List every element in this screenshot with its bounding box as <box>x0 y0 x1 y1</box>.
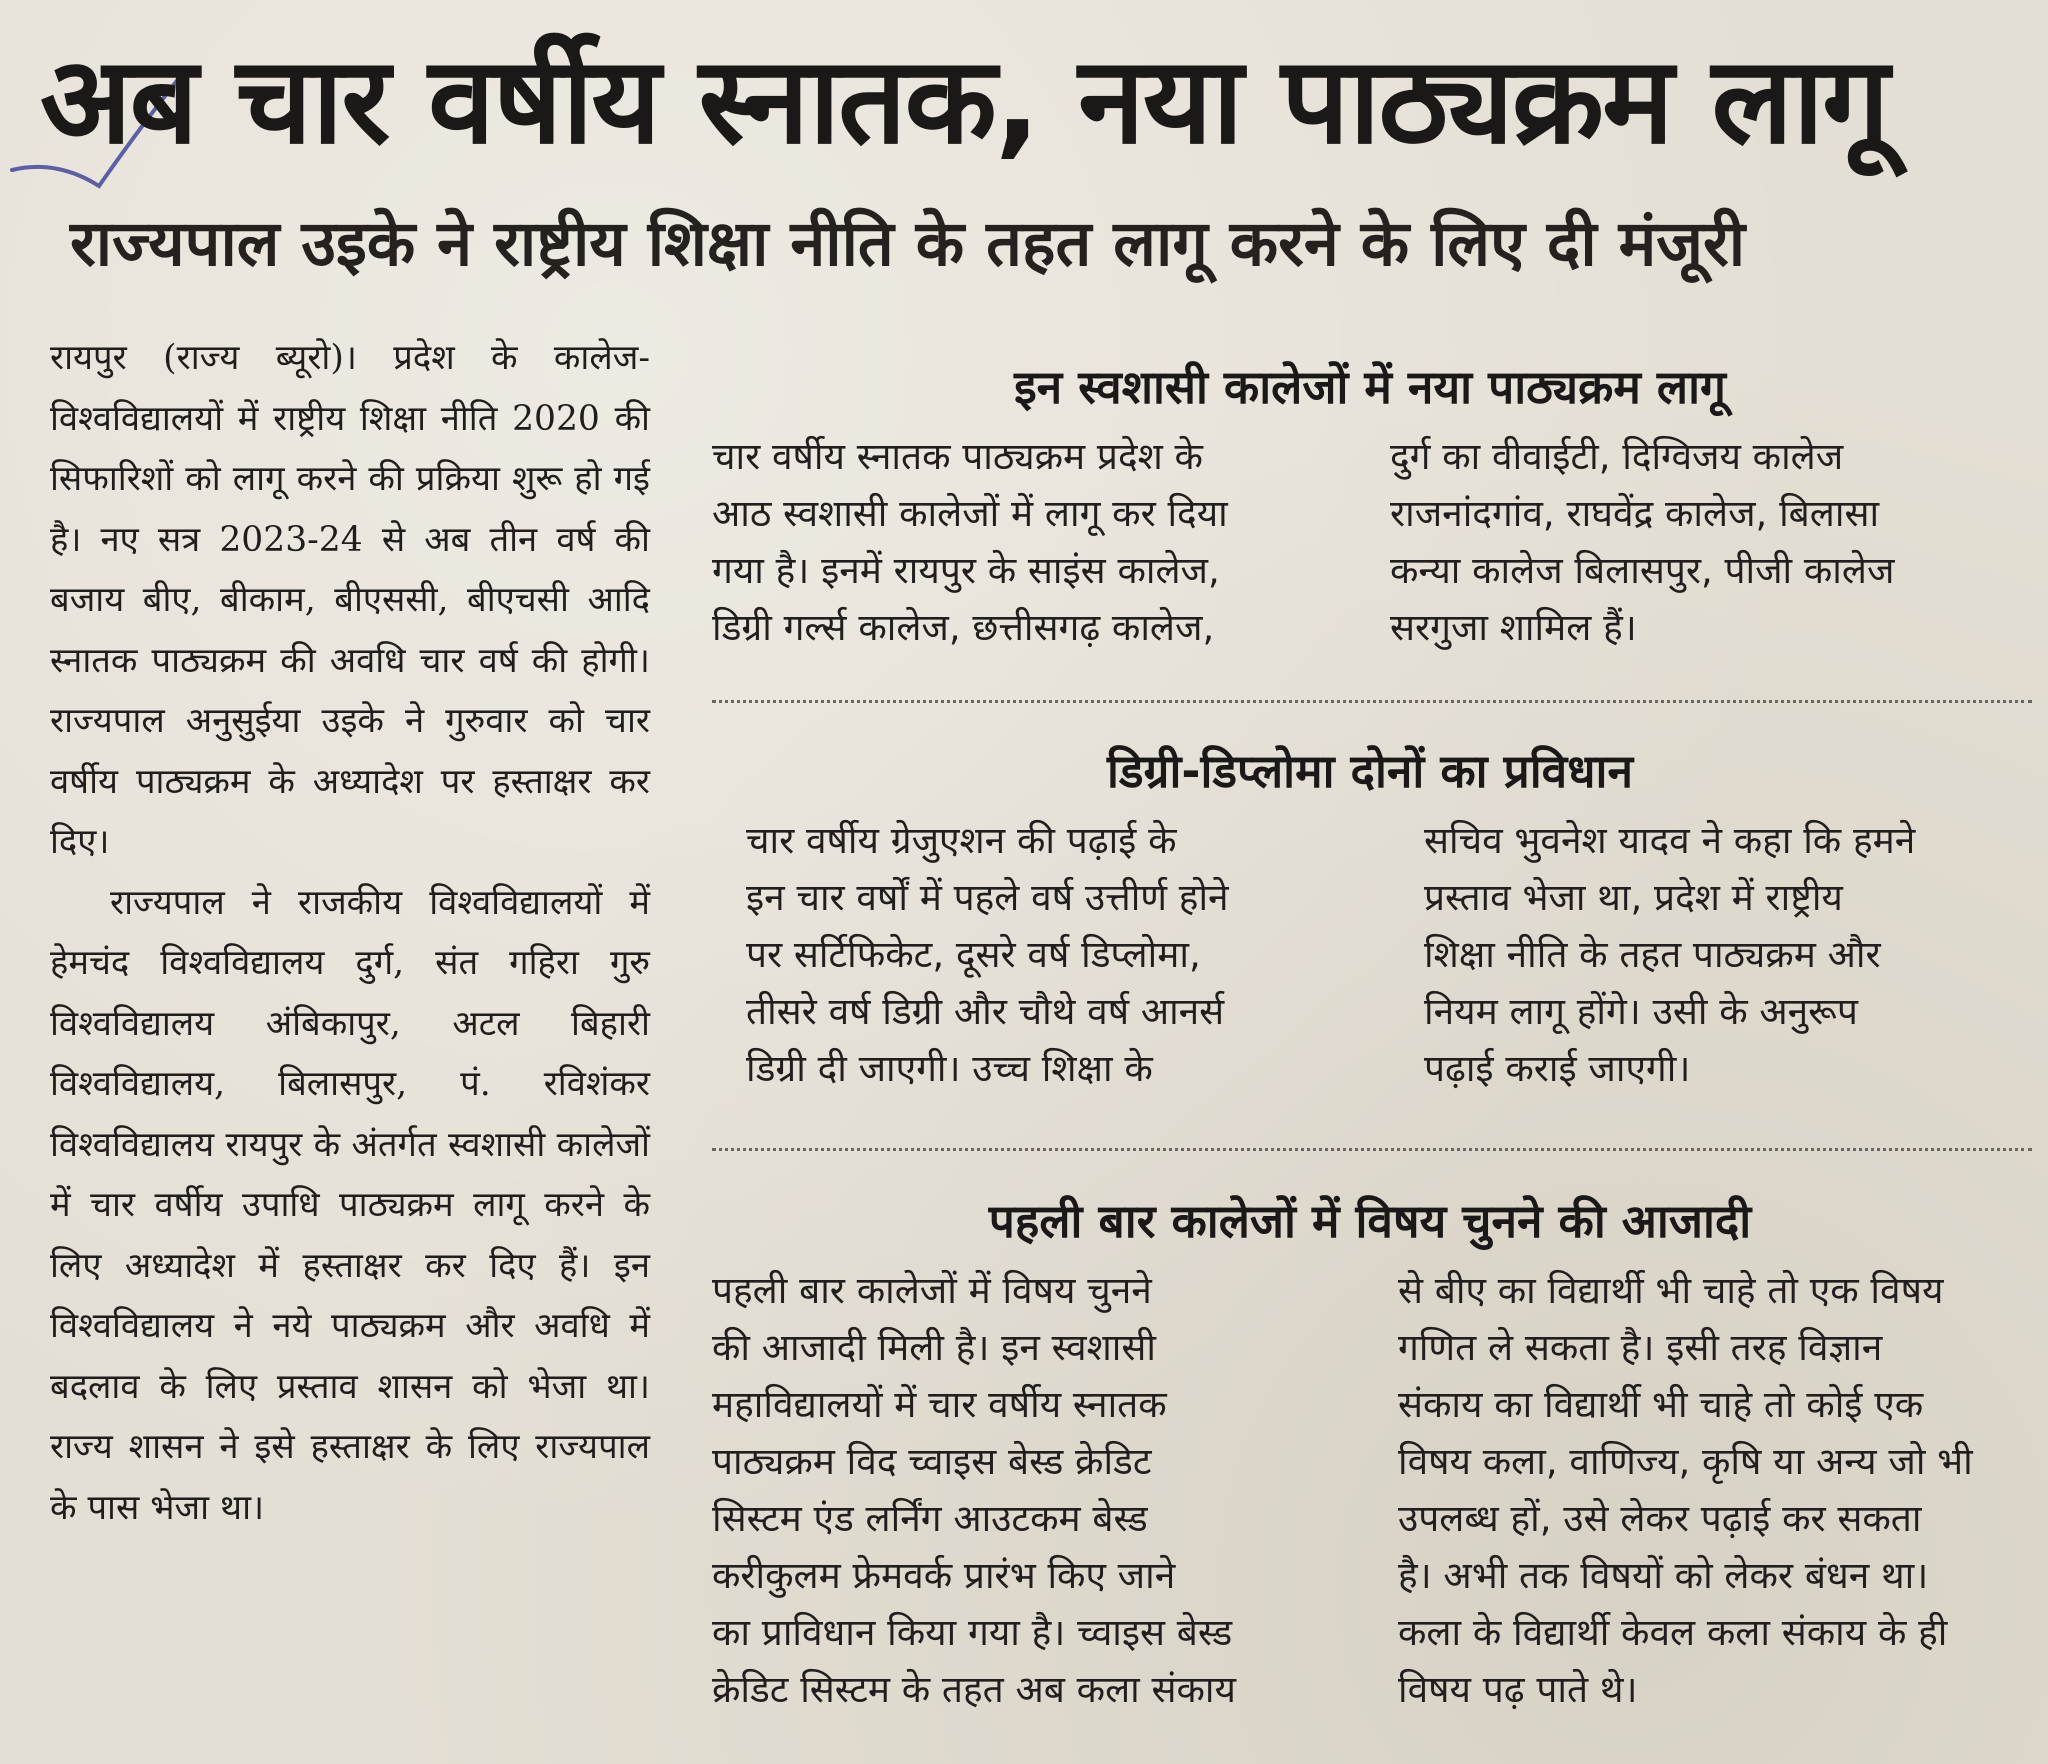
text-line: दुर्ग का वीवाईटी, दिग्विजय कालेज <box>1390 435 1844 478</box>
text-line: तीसरे वर्ष डिग्री और चौथे वर्ष आनर्स <box>746 990 1225 1033</box>
section-2-column-1 <box>746 812 1229 1097</box>
text-line: उपलब्ध हों, उसे लेकर पढ़ाई कर सकता <box>1398 1497 1922 1540</box>
text-line: पहली बार कालेजों में विषय चुनने <box>712 1269 1152 1312</box>
text-line: से बीए का विद्यार्थी भी चाहे तो एक विषय <box>1398 1269 1944 1312</box>
section-divider <box>712 1148 2032 1151</box>
text-line: महाविद्यालयों में चार वर्षीय स्नातक <box>712 1383 1167 1426</box>
left-paragraph-1: रायपुर (राज्य ब्यूरो)। प्रदेश के कालेज-विश्वविद्यालयों में राष्ट्रीय शिक्षा नीति 2020 की सिफारिशों को लागू करने की प्रक्रिया शुरू हो गई है। नए सत्र 2023-24 से अब तीन वर्ष की बजाय बीए, बीकाम, बीएससी, बीएचसी आदि स्नातक पाठ्यक्रम की अवधि चार वर्ष की होगी। राज्यपाल अनुसुईया उइके ने गुरुवार को चार वर्षीय पाठ्यक्रम के अध्यादेश पर हस्ताक्षर कर दिए। <box>50 338 650 862</box>
text-line: सिस्टम एंड लर्निंग आउटकम बेस्ड <box>712 1497 1148 1540</box>
text-line: विषय कला, वाणिज्य, कृषि या अन्य जो भी <box>1398 1440 1973 1483</box>
text-line: गया है। इनमें रायपुर के साइंस कालेज, <box>712 549 1220 592</box>
text-line: पर सर्टिफिकेट, दूसरे वर्ष डिप्लोमा, <box>746 933 1201 976</box>
text-line: आठ स्वशासी कालेजों में लागू कर दिया <box>712 492 1228 535</box>
text-line: संकाय का विद्यार्थी भी चाहे तो कोई एक <box>1398 1383 1924 1426</box>
text-line: सरगुजा शामिल हैं। <box>1390 606 1637 649</box>
text-line: का प्राविधान किया गया है। च्वाइस बेस्ड <box>712 1611 1233 1654</box>
text-line: करीकुलम फ्रेमवर्क प्रारंभ किए जाने <box>712 1554 1176 1597</box>
text-line: है। अभी तक विषयों को लेकर बंधन था। <box>1398 1554 1929 1597</box>
text-line: डिग्री गर्ल्स कालेज, छत्तीसगढ़ कालेज, <box>712 606 1215 649</box>
section-1-column-2 <box>1390 428 1894 656</box>
subheadline: राज्यपाल उइके ने राष्ट्रीय शिक्षा नीति के तहत लागू करने के लिए दी मंजूरी <box>70 207 1746 280</box>
text-line: पढ़ाई कराई जाएगी। <box>1424 1047 1691 1090</box>
left-paragraph-2: राज्यपाल ने राजकीय विश्वविद्यालयों में हेमचंद विश्वविद्यालय दुर्ग, संत गहिरा गुरु विश्वविद्यालय अंबिकापुर, अटल बिहारी विश्वविद्यालय, बिलासपुर, पं. रविशंकर विश्वविद्यालय रायपुर के अंतर्गत स्वशासी कालेजों में चार वर्षीय उपाधि पाठ्यक्रम लागू करने के लिए अध्यादेश में हस्ताक्षर कर दिए हैं। इन विश्वविद्यालय ने नये पाठ्यक्रम और अवधि में बदलाव के लिए प्रस्ताव शासन को भेजा था। राज्य शासन ने इसे हस्ताक्षर के लिए राज्यपाल के पास भेजा था। <box>50 882 650 1528</box>
left-column <box>50 328 650 1538</box>
text-line: नियम लागू होंगे। उसी के अनुरूप <box>1424 990 1858 1033</box>
section-heading-autonomous-colleges: इन स्वशासी कालेजों में नया पाठ्यक्रम लागू <box>1014 360 1726 414</box>
text-line: कन्या कालेज बिलासपुर, पीजी कालेज <box>1390 549 1895 592</box>
text-line: डिग्री दी जाएगी। उच्च शिक्षा के <box>746 1047 1153 1090</box>
text-line: इन चार वर्षों में पहले वर्ष उत्तीर्ण होने <box>746 876 1229 919</box>
section-divider <box>712 700 2032 703</box>
text-line: की आजादी मिली है। इन स्वशासी <box>712 1326 1156 1369</box>
text-line: चार वर्षीय ग्रेजुएशन की पढ़ाई के <box>746 819 1177 862</box>
section-1-column-1 <box>712 428 1228 656</box>
text-line: गणित ले सकता है। इसी तरह विज्ञान <box>1398 1326 1883 1369</box>
section-3-column-1 <box>712 1262 1236 1718</box>
text-line: विषय पढ़ पाते थे। <box>1398 1668 1638 1711</box>
text-line: प्रस्ताव भेजा था, प्रदेश में राष्ट्रीय <box>1424 876 1843 919</box>
section-3-column-2 <box>1398 1262 1973 1718</box>
text-line: कला के विद्यार्थी केवल कला संकाय के ही <box>1398 1611 1948 1654</box>
section-heading-subject-choice: पहली बार कालेजों में विषय चुनने की आजादी <box>988 1194 1752 1248</box>
headline: अब चार वर्षीय स्नातक, नया पाठ्यक्रम लागू <box>40 32 1888 171</box>
text-line: क्रेडिट सिस्टम के तहत अब कला संकाय <box>712 1668 1236 1711</box>
section-2-column-2 <box>1424 812 1915 1097</box>
text-line: राजनांदगांव, राघवेंद्र कालेज, बिलासा <box>1390 492 1880 535</box>
text-line: शिक्षा नीति के तहत पाठ्यक्रम और <box>1424 933 1881 976</box>
section-heading-degree-diploma: डिग्री-डिप्लोमा दोनों का प्रविधान <box>1107 744 1633 798</box>
text-line: सचिव भुवनेश यादव ने कहा कि हमने <box>1424 819 1916 862</box>
text-line: चार वर्षीय स्नातक पाठ्यक्रम प्रदेश के <box>712 435 1203 478</box>
text-line: पाठ्यक्रम विद च्वाइस बेस्ड क्रेडिट <box>712 1440 1152 1483</box>
